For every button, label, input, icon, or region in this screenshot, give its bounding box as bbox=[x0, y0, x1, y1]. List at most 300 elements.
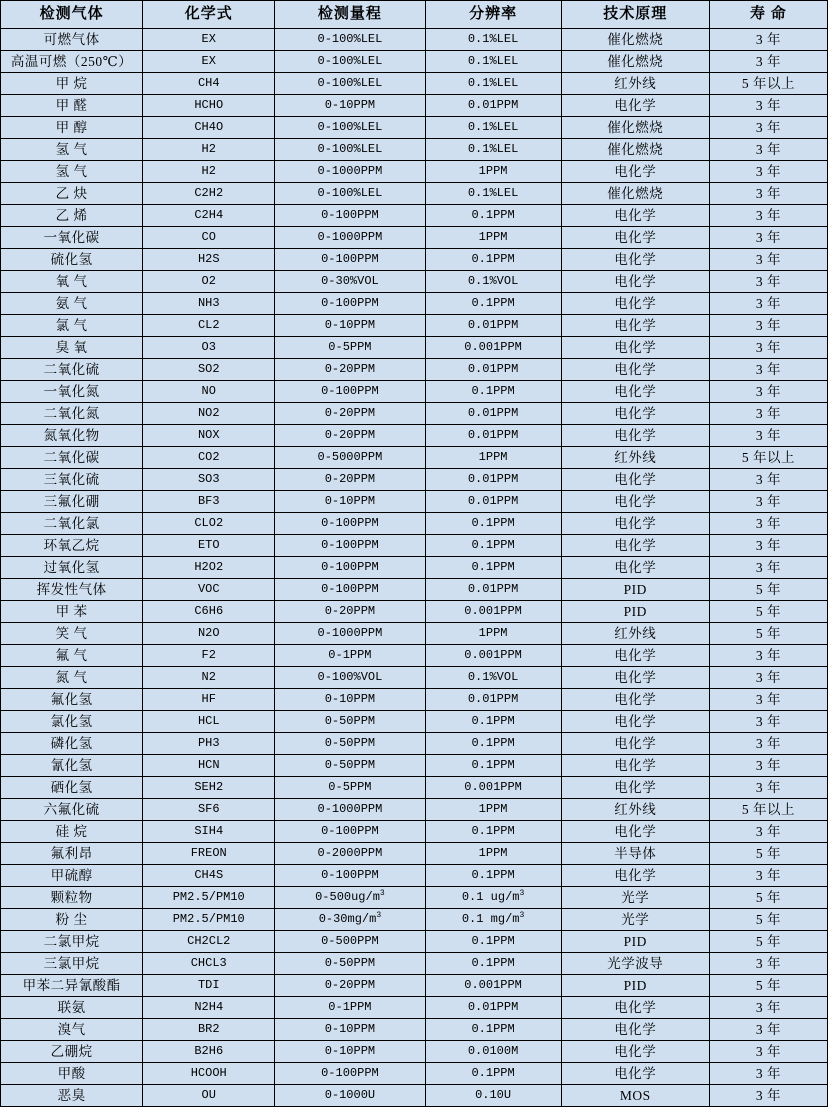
cell-gas: 臭 氧 bbox=[1, 337, 143, 359]
cell-technology: 电化学 bbox=[561, 645, 709, 667]
cell-lifetime: 3 年 bbox=[709, 1041, 827, 1063]
cell-gas: 甲苯二异氰酸酯 bbox=[1, 975, 143, 997]
cell-technology: 电化学 bbox=[561, 95, 709, 117]
cell-resolution: 1PPM bbox=[425, 161, 561, 183]
cell-range: 0-500PPM bbox=[275, 931, 425, 953]
cell-technology: 电化学 bbox=[561, 667, 709, 689]
cell-formula: NH3 bbox=[143, 293, 275, 315]
cell-lifetime: 5 年以上 bbox=[709, 447, 827, 469]
cell-resolution: 1PPM bbox=[425, 623, 561, 645]
cell-technology: 电化学 bbox=[561, 711, 709, 733]
table-row bbox=[1, 711, 828, 733]
cell-lifetime: 3 年 bbox=[709, 733, 827, 755]
cell-lifetime: 3 年 bbox=[709, 183, 827, 205]
column-header-gas: 检测气体 bbox=[1, 1, 143, 29]
cell-gas: 氯 气 bbox=[1, 315, 143, 337]
cell-gas: 颗粒物 bbox=[1, 887, 143, 909]
cell-range: 0-100%VOL bbox=[275, 667, 425, 689]
column-header-range: 检测量程 bbox=[275, 1, 425, 29]
cell-formula: PM2.5/PM10 bbox=[143, 909, 275, 931]
cell-lifetime: 3 年 bbox=[709, 491, 827, 513]
cell-range: 0-10PPM bbox=[275, 315, 425, 337]
cell-formula: CLO2 bbox=[143, 513, 275, 535]
cell-formula: B2H6 bbox=[143, 1041, 275, 1063]
table-row bbox=[1, 975, 828, 997]
table-body bbox=[1, 29, 828, 1107]
cell-gas: 氟 气 bbox=[1, 645, 143, 667]
cell-resolution: 0.01PPM bbox=[425, 315, 561, 337]
cell-gas: 氟化氢 bbox=[1, 689, 143, 711]
table-row bbox=[1, 139, 828, 161]
cell-technology: MOS bbox=[561, 1085, 709, 1107]
cell-lifetime: 3 年 bbox=[709, 139, 827, 161]
cell-gas: 甲 苯 bbox=[1, 601, 143, 623]
cell-resolution: 0.1PPM bbox=[425, 755, 561, 777]
cell-range: 0-100PPM bbox=[275, 249, 425, 271]
cell-formula: NO bbox=[143, 381, 275, 403]
table-row bbox=[1, 117, 828, 139]
cell-technology: 催化燃烧 bbox=[561, 51, 709, 73]
cell-range: 0-1000PPM bbox=[275, 799, 425, 821]
cell-resolution: 0.01PPM bbox=[425, 425, 561, 447]
table-row bbox=[1, 183, 828, 205]
cell-lifetime: 3 年 bbox=[709, 667, 827, 689]
cell-lifetime: 5 年 bbox=[709, 909, 827, 931]
table-row bbox=[1, 73, 828, 95]
cell-technology: PID bbox=[561, 579, 709, 601]
table-row bbox=[1, 293, 828, 315]
cell-gas: 笑 气 bbox=[1, 623, 143, 645]
cell-formula: CL2 bbox=[143, 315, 275, 337]
cell-lifetime: 5 年以上 bbox=[709, 799, 827, 821]
cell-resolution: 0.1PPM bbox=[425, 931, 561, 953]
cell-lifetime: 3 年 bbox=[709, 865, 827, 887]
cell-technology: 电化学 bbox=[561, 315, 709, 337]
cell-gas: 氰化氢 bbox=[1, 755, 143, 777]
cell-gas: 一氧化氮 bbox=[1, 381, 143, 403]
cell-range: 0-10PPM bbox=[275, 689, 425, 711]
table-row bbox=[1, 381, 828, 403]
cell-technology: 电化学 bbox=[561, 425, 709, 447]
cell-resolution: 1PPM bbox=[425, 447, 561, 469]
cell-formula: TDI bbox=[143, 975, 275, 997]
cell-range: $0-500ug/m^3$ bbox=[275, 887, 425, 909]
cell-gas: 氨 气 bbox=[1, 293, 143, 315]
cell-gas: 可燃气体 bbox=[1, 29, 143, 51]
cell-range: 0-100PPM bbox=[275, 535, 425, 557]
cell-technology: 电化学 bbox=[561, 469, 709, 491]
cell-range: 0-1PPM bbox=[275, 997, 425, 1019]
cell-range: 0-10PPM bbox=[275, 1041, 425, 1063]
cell-technology: 电化学 bbox=[561, 821, 709, 843]
table-row bbox=[1, 1019, 828, 1041]
cell-gas: 三氧化硫 bbox=[1, 469, 143, 491]
cell-lifetime: 3 年 bbox=[709, 1063, 827, 1085]
table-row bbox=[1, 403, 828, 425]
table-row bbox=[1, 51, 828, 73]
table-row bbox=[1, 601, 828, 623]
cell-gas: 甲 醛 bbox=[1, 95, 143, 117]
cell-lifetime: 5 年 bbox=[709, 843, 827, 865]
table-row bbox=[1, 931, 828, 953]
cell-resolution: 0.1PPM bbox=[425, 293, 561, 315]
cell-technology: 光学 bbox=[561, 909, 709, 931]
cell-resolution: 0.10U bbox=[425, 1085, 561, 1107]
cell-range: 0-20PPM bbox=[275, 425, 425, 447]
cell-formula: PH3 bbox=[143, 733, 275, 755]
cell-range: 0-100PPM bbox=[275, 821, 425, 843]
table-row bbox=[1, 447, 828, 469]
cell-lifetime: 3 年 bbox=[709, 95, 827, 117]
cell-lifetime: 3 年 bbox=[709, 645, 827, 667]
table-row bbox=[1, 1085, 828, 1107]
cell-gas: 甲硫醇 bbox=[1, 865, 143, 887]
cell-resolution: 0.1 $mg/m^3$ bbox=[425, 909, 561, 931]
cell-resolution: 0.1%VOL bbox=[425, 271, 561, 293]
cell-resolution: 0.1%LEL bbox=[425, 139, 561, 161]
table-row bbox=[1, 799, 828, 821]
cell-lifetime: 3 年 bbox=[709, 689, 827, 711]
cell-formula: C2H2 bbox=[143, 183, 275, 205]
cell-technology: 催化燃烧 bbox=[561, 29, 709, 51]
cell-lifetime: 3 年 bbox=[709, 755, 827, 777]
cell-resolution: 0.1%LEL bbox=[425, 29, 561, 51]
cell-formula: CH2CL2 bbox=[143, 931, 275, 953]
cell-formula: NOX bbox=[143, 425, 275, 447]
cell-technology: 催化燃烧 bbox=[561, 183, 709, 205]
cell-technology: 电化学 bbox=[561, 997, 709, 1019]
cell-technology: 光学 bbox=[561, 887, 709, 909]
cell-technology: 电化学 bbox=[561, 403, 709, 425]
cell-range: 0-20PPM bbox=[275, 469, 425, 491]
cell-resolution: 0.01PPM bbox=[425, 469, 561, 491]
cell-range: 0-100%LEL bbox=[275, 51, 425, 73]
cell-resolution: 0.01PPM bbox=[425, 403, 561, 425]
cell-lifetime: 3 年 bbox=[709, 359, 827, 381]
cell-lifetime: 3 年 bbox=[709, 711, 827, 733]
cell-technology: 电化学 bbox=[561, 1041, 709, 1063]
cell-gas: 联氨 bbox=[1, 997, 143, 1019]
table-header bbox=[1, 1, 828, 29]
table-row bbox=[1, 513, 828, 535]
cell-lifetime: 5 年以上 bbox=[709, 73, 827, 95]
cell-resolution: 0.001PPM bbox=[425, 337, 561, 359]
cell-range: 0-100PPM bbox=[275, 865, 425, 887]
cell-gas: 氟利昂 bbox=[1, 843, 143, 865]
cell-gas: 硅 烷 bbox=[1, 821, 143, 843]
table-row bbox=[1, 271, 828, 293]
cell-technology: 电化学 bbox=[561, 161, 709, 183]
cell-range: 0-20PPM bbox=[275, 359, 425, 381]
table-row bbox=[1, 645, 828, 667]
cell-lifetime: 5 年 bbox=[709, 601, 827, 623]
cell-resolution: 0.1PPM bbox=[425, 513, 561, 535]
cell-resolution: 0.1PPM bbox=[425, 249, 561, 271]
cell-formula: ETO bbox=[143, 535, 275, 557]
cell-lifetime: 5 年 bbox=[709, 931, 827, 953]
cell-formula: HCOOH bbox=[143, 1063, 275, 1085]
cell-range: 0-20PPM bbox=[275, 975, 425, 997]
cell-range: 0-1000PPM bbox=[275, 161, 425, 183]
cell-resolution: 0.1%LEL bbox=[425, 51, 561, 73]
cell-lifetime: 3 年 bbox=[709, 953, 827, 975]
table-row bbox=[1, 579, 828, 601]
table-row bbox=[1, 667, 828, 689]
cell-technology: 电化学 bbox=[561, 491, 709, 513]
table-row bbox=[1, 29, 828, 51]
cell-lifetime: 3 年 bbox=[709, 117, 827, 139]
cell-gas: 过氧化氢 bbox=[1, 557, 143, 579]
cell-resolution: 1PPM bbox=[425, 843, 561, 865]
cell-lifetime: 3 年 bbox=[709, 293, 827, 315]
cell-formula: CH4S bbox=[143, 865, 275, 887]
cell-gas: 甲酸 bbox=[1, 1063, 143, 1085]
cell-range: 0-100PPM bbox=[275, 513, 425, 535]
table-row bbox=[1, 337, 828, 359]
table-row bbox=[1, 689, 828, 711]
table-row bbox=[1, 469, 828, 491]
cell-gas: 氮 气 bbox=[1, 667, 143, 689]
cell-gas: 挥发性气体 bbox=[1, 579, 143, 601]
cell-range: 0-1000U bbox=[275, 1085, 425, 1107]
cell-range: 0-20PPM bbox=[275, 403, 425, 425]
cell-lifetime: 3 年 bbox=[709, 205, 827, 227]
column-header-formula: 化学式 bbox=[143, 1, 275, 29]
cell-formula: N2O bbox=[143, 623, 275, 645]
cell-technology: 电化学 bbox=[561, 249, 709, 271]
cell-range: 0-50PPM bbox=[275, 711, 425, 733]
table-row bbox=[1, 997, 828, 1019]
cell-range: 0-100%LEL bbox=[275, 139, 425, 161]
cell-gas: 甲 醇 bbox=[1, 117, 143, 139]
cell-gas: 高温可燃（250℃） bbox=[1, 51, 143, 73]
cell-technology: 电化学 bbox=[561, 513, 709, 535]
table-row bbox=[1, 535, 828, 557]
cell-gas: 三氟化硼 bbox=[1, 491, 143, 513]
cell-range: 0-100%LEL bbox=[275, 117, 425, 139]
cell-formula: CH4O bbox=[143, 117, 275, 139]
cell-range: 0-20PPM bbox=[275, 601, 425, 623]
cell-formula: CO2 bbox=[143, 447, 275, 469]
cell-technology: 电化学 bbox=[561, 557, 709, 579]
cell-lifetime: 3 年 bbox=[709, 997, 827, 1019]
cell-lifetime: 3 年 bbox=[709, 1019, 827, 1041]
table-row bbox=[1, 491, 828, 513]
cell-formula: PM2.5/PM10 bbox=[143, 887, 275, 909]
cell-gas: 磷化氢 bbox=[1, 733, 143, 755]
cell-resolution: 0.0100M bbox=[425, 1041, 561, 1063]
cell-technology: 电化学 bbox=[561, 337, 709, 359]
cell-formula: O2 bbox=[143, 271, 275, 293]
cell-lifetime: 5 年 bbox=[709, 975, 827, 997]
table-row bbox=[1, 909, 828, 931]
cell-range: 0-10PPM bbox=[275, 491, 425, 513]
cell-technology: 电化学 bbox=[561, 777, 709, 799]
cell-technology: 催化燃烧 bbox=[561, 117, 709, 139]
cell-formula: H2S bbox=[143, 249, 275, 271]
cell-formula: OU bbox=[143, 1085, 275, 1107]
cell-resolution: 0.1PPM bbox=[425, 821, 561, 843]
table-row bbox=[1, 953, 828, 975]
cell-resolution: 0.1PPM bbox=[425, 953, 561, 975]
cell-lifetime: 3 年 bbox=[709, 249, 827, 271]
cell-technology: 电化学 bbox=[561, 205, 709, 227]
cell-gas: 粉 尘 bbox=[1, 909, 143, 931]
cell-resolution: 1PPM bbox=[425, 227, 561, 249]
cell-formula: SF6 bbox=[143, 799, 275, 821]
cell-formula: C2H4 bbox=[143, 205, 275, 227]
cell-resolution: 0.1 $ug/m^3$ bbox=[425, 887, 561, 909]
cell-formula: C6H6 bbox=[143, 601, 275, 623]
cell-resolution: 0.1PPM bbox=[425, 381, 561, 403]
cell-range: 0-1PPM bbox=[275, 645, 425, 667]
cell-range: 0-5PPM bbox=[275, 777, 425, 799]
table-row bbox=[1, 249, 828, 271]
cell-range: 0-100PPM bbox=[275, 1063, 425, 1085]
cell-resolution: 0.001PPM bbox=[425, 777, 561, 799]
cell-gas: 二氧化硫 bbox=[1, 359, 143, 381]
cell-resolution: 0.1%LEL bbox=[425, 73, 561, 95]
cell-gas: 二氧化碳 bbox=[1, 447, 143, 469]
cell-resolution: 0.001PPM bbox=[425, 601, 561, 623]
cell-lifetime: 5 年 bbox=[709, 887, 827, 909]
cell-formula: N2H4 bbox=[143, 997, 275, 1019]
table-row bbox=[1, 843, 828, 865]
cell-formula: H2O2 bbox=[143, 557, 275, 579]
table-row bbox=[1, 95, 828, 117]
cell-range: 0-30%VOL bbox=[275, 271, 425, 293]
cell-gas: 六氟化硫 bbox=[1, 799, 143, 821]
cell-technology: 电化学 bbox=[561, 755, 709, 777]
cell-lifetime: 3 年 bbox=[709, 821, 827, 843]
cell-formula: F2 bbox=[143, 645, 275, 667]
cell-formula: BR2 bbox=[143, 1019, 275, 1041]
cell-gas: 乙 炔 bbox=[1, 183, 143, 205]
cell-gas: 环氧乙烷 bbox=[1, 535, 143, 557]
header-row bbox=[1, 1, 828, 29]
table-row bbox=[1, 205, 828, 227]
cell-gas: 二氧化氮 bbox=[1, 403, 143, 425]
cell-gas: 乙 烯 bbox=[1, 205, 143, 227]
cell-range: 0-50PPM bbox=[275, 755, 425, 777]
cell-range: 0-1000PPM bbox=[275, 623, 425, 645]
table-row bbox=[1, 865, 828, 887]
cell-lifetime: 3 年 bbox=[709, 403, 827, 425]
cell-formula: HCHO bbox=[143, 95, 275, 117]
cell-resolution: 0.1PPM bbox=[425, 1019, 561, 1041]
cell-technology: 电化学 bbox=[561, 535, 709, 557]
cell-range: 0-100PPM bbox=[275, 293, 425, 315]
cell-gas: 二氧化氯 bbox=[1, 513, 143, 535]
cell-technology: 红外线 bbox=[561, 447, 709, 469]
cell-range: 0-100PPM bbox=[275, 557, 425, 579]
cell-technology: PID bbox=[561, 931, 709, 953]
cell-resolution: 0.001PPM bbox=[425, 645, 561, 667]
cell-formula: SO3 bbox=[143, 469, 275, 491]
cell-gas: 乙硼烷 bbox=[1, 1041, 143, 1063]
cell-technology: 电化学 bbox=[561, 359, 709, 381]
table-row bbox=[1, 623, 828, 645]
cell-technology: 电化学 bbox=[561, 1019, 709, 1041]
cell-range: 0-2000PPM bbox=[275, 843, 425, 865]
cell-technology: 红外线 bbox=[561, 799, 709, 821]
cell-gas: 氮氧化物 bbox=[1, 425, 143, 447]
table-row bbox=[1, 425, 828, 447]
cell-lifetime: 3 年 bbox=[709, 227, 827, 249]
table-row bbox=[1, 315, 828, 337]
cell-resolution: 0.1PPM bbox=[425, 711, 561, 733]
column-header-lifetime: 寿 命 bbox=[709, 1, 827, 29]
cell-gas: 二氯甲烷 bbox=[1, 931, 143, 953]
cell-technology: 红外线 bbox=[561, 73, 709, 95]
cell-formula: HCL bbox=[143, 711, 275, 733]
cell-formula: SEH2 bbox=[143, 777, 275, 799]
cell-lifetime: 3 年 bbox=[709, 381, 827, 403]
cell-formula: BF3 bbox=[143, 491, 275, 513]
cell-lifetime: 3 年 bbox=[709, 337, 827, 359]
cell-range: 0-100%LEL bbox=[275, 73, 425, 95]
table-row bbox=[1, 359, 828, 381]
table-row bbox=[1, 755, 828, 777]
cell-lifetime: 3 年 bbox=[709, 469, 827, 491]
cell-resolution: 0.1PPM bbox=[425, 865, 561, 887]
cell-range: $0-30mg/m^3$ bbox=[275, 909, 425, 931]
cell-resolution: 0.01PPM bbox=[425, 689, 561, 711]
cell-formula: HCN bbox=[143, 755, 275, 777]
cell-resolution: 0.1PPM bbox=[425, 557, 561, 579]
cell-technology: 红外线 bbox=[561, 623, 709, 645]
cell-range: 0-5000PPM bbox=[275, 447, 425, 469]
column-header-technology: 技术原理 bbox=[561, 1, 709, 29]
cell-gas: 硫化氢 bbox=[1, 249, 143, 271]
cell-range: 0-5PPM bbox=[275, 337, 425, 359]
cell-gas: 溴气 bbox=[1, 1019, 143, 1041]
cell-gas: 一氧化碳 bbox=[1, 227, 143, 249]
table-row bbox=[1, 887, 828, 909]
cell-range: 0-100PPM bbox=[275, 381, 425, 403]
cell-resolution: 0.01PPM bbox=[425, 95, 561, 117]
cell-technology: 电化学 bbox=[561, 293, 709, 315]
cell-formula: H2 bbox=[143, 139, 275, 161]
cell-lifetime: 3 年 bbox=[709, 1085, 827, 1107]
cell-lifetime: 3 年 bbox=[709, 557, 827, 579]
table-row bbox=[1, 821, 828, 843]
table-row bbox=[1, 557, 828, 579]
cell-gas: 甲 烷 bbox=[1, 73, 143, 95]
cell-technology: 电化学 bbox=[561, 733, 709, 755]
cell-range: 0-10PPM bbox=[275, 1019, 425, 1041]
cell-resolution: 0.001PPM bbox=[425, 975, 561, 997]
cell-gas: 恶臭 bbox=[1, 1085, 143, 1107]
cell-formula: FREON bbox=[143, 843, 275, 865]
cell-formula: CH4 bbox=[143, 73, 275, 95]
cell-technology: 电化学 bbox=[561, 865, 709, 887]
cell-gas: 硒化氢 bbox=[1, 777, 143, 799]
cell-range: 0-10PPM bbox=[275, 95, 425, 117]
cell-lifetime: 5 年 bbox=[709, 623, 827, 645]
cell-technology: 光学波导 bbox=[561, 953, 709, 975]
cell-formula: SO2 bbox=[143, 359, 275, 381]
cell-resolution: 0.1%VOL bbox=[425, 667, 561, 689]
cell-gas: 氢 气 bbox=[1, 139, 143, 161]
cell-gas: 氧 气 bbox=[1, 271, 143, 293]
cell-resolution: 0.1PPM bbox=[425, 535, 561, 557]
cell-resolution: 0.01PPM bbox=[425, 491, 561, 513]
cell-resolution: 0.01PPM bbox=[425, 579, 561, 601]
table-row bbox=[1, 227, 828, 249]
cell-range: 0-100PPM bbox=[275, 579, 425, 601]
cell-formula: SIH4 bbox=[143, 821, 275, 843]
